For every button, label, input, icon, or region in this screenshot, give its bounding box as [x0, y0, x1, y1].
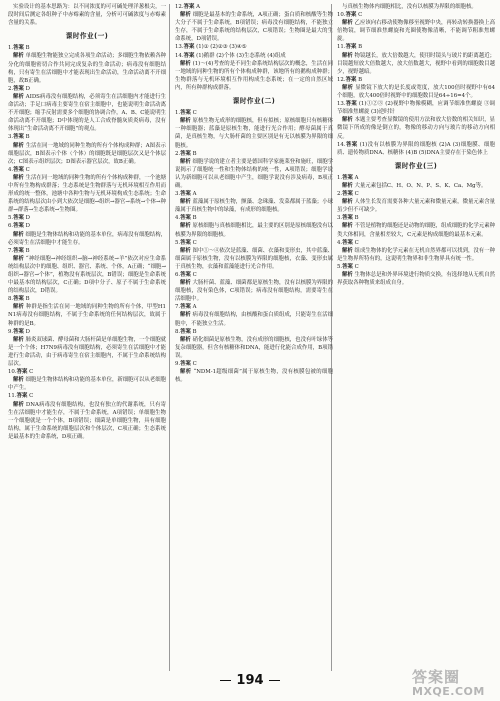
answer-line — [8, 222, 166, 230]
explanation — [8, 52, 166, 84]
answer-text: B — [192, 150, 197, 157]
explanation-label: 解析 — [342, 20, 353, 27]
explanation — [175, 11, 333, 43]
explanation-label: 解析 — [180, 223, 191, 230]
explanation — [8, 231, 166, 247]
answer-line — [175, 360, 333, 368]
explanation-label: 解析 — [13, 401, 25, 408]
explanation-text: 病毒没有细胞结构，由核酸和蛋白质组成，只能寄生在活细胞中，不能独立生活。 — [175, 312, 333, 327]
answer-line — [337, 43, 495, 51]
explanation-label: 解析 — [342, 52, 353, 59]
explanation — [175, 198, 333, 214]
explanation-label: 解析 — [342, 223, 353, 230]
answer-text: C — [354, 263, 359, 270]
answer-label: 答案 — [345, 44, 357, 51]
answer-line — [337, 11, 495, 19]
answer-line — [175, 328, 333, 336]
answer-text: A — [192, 191, 197, 198]
explanation-text: 肺炎双球菌、酵母菌和大肠杆菌是单细胞生物，一个细胞就是一个个体；H7N9病毒没有细胞结构，必须寄生在活细胞中才能进行生命活动，由于病毒寄生在宿主细胞内，不属于生命系统结构层次。 — [8, 336, 166, 368]
answer-text: B — [358, 76, 363, 83]
question-number: 5. — [175, 239, 181, 246]
answer-label: 答案 — [345, 141, 358, 148]
explanation — [337, 182, 495, 190]
answer-text: C — [192, 272, 197, 278]
answer-label: 答案 — [13, 328, 24, 335]
explanation-label: 解析 — [180, 247, 191, 254]
explanation-text: 大肠杆菌、蓝藻、细菌都是原核生物，没有以核膜为界限的细胞核，没有染色体，C项错误；病毒没有细胞结构，需要寄生在活细胞中。 — [175, 280, 333, 303]
page-number-dash-right — [269, 680, 280, 681]
question-number: 14. — [337, 141, 346, 148]
explanation — [8, 336, 166, 368]
page-number-text: 194 — [236, 673, 264, 688]
answer-label: 答案 — [180, 272, 191, 278]
explanation-label: 解析 — [180, 369, 192, 376]
question-number: 13. — [337, 101, 346, 108]
answer-line — [337, 263, 495, 271]
explanation-text: AIDS病毒没有细胞结构，必须寄生在活细胞内才能进行生命活动；手足口病毒主要寄生在宿主细胞中，也能说明生命活动离不开细胞；缩手反射需要多个细胞的协调合作，A、B、C能说明生命活动离不开细胞；D中体现的是人工合成脊髓灰质炎病毒，没有体现出“生命活动离不开细胞”的观点。 — [8, 93, 166, 133]
explanation-text: 原核生物无成形的细胞核，但有拟核；原核细胞只有核糖体一种细胞器；蓝藻是原核生物，能进行光合作用；酵母菌属于真菌，是真核生物，与大肠杆菌的主要区别是有无以核膜为界限的细胞核。 — [175, 118, 333, 149]
explanation-label: 解析 — [180, 158, 191, 165]
answer-line — [175, 239, 333, 247]
explanation-label: 解析 — [13, 142, 24, 149]
question-number: 10. — [337, 12, 346, 19]
answer-text: C — [354, 239, 359, 246]
answer-label: 答案 — [13, 45, 24, 52]
answer-label: 答案 — [13, 85, 24, 92]
explanation — [8, 93, 166, 133]
answer-label: 答案 — [180, 304, 191, 311]
explanation-text: 物镜越长，放大倍数越大，使用时镜头与玻片的距离越近；目镜越短放大倍数越大，放大倍数越大，视野中看到的细胞数目越少，视野越暗。 — [337, 52, 495, 75]
answer-label: 答案 — [180, 215, 191, 222]
answer-line — [175, 190, 333, 198]
explanation-label: 解析 — [13, 174, 24, 181]
explanation — [337, 222, 495, 238]
explanation — [175, 311, 333, 327]
explanation-text: 人体生长发育需要各种大量元素和微量元素，微量元素含量虽少但不可缺少。 — [337, 199, 495, 214]
answer-text: B — [25, 296, 30, 303]
answer-label: 答案 — [342, 174, 353, 181]
question-number: 8. — [175, 328, 181, 335]
answer-label: 答案 — [180, 191, 191, 198]
question-number: 11. — [337, 44, 346, 51]
answer-text: A — [354, 174, 359, 181]
explanation — [8, 142, 166, 166]
question-number: 9. — [175, 361, 181, 368]
answer-line — [337, 239, 495, 247]
question-number: 12. — [337, 76, 346, 83]
explanation-label: 解析 — [180, 280, 191, 287]
explanation-label: 解析 — [13, 304, 25, 311]
answer-label: 答案 — [13, 296, 24, 303]
explanation-text: 生物体总是和外界环境进行物质交换，有选择地从无机自然界获取各种物质来组成自身。 — [337, 272, 495, 287]
explanation-label: 解析 — [342, 272, 353, 278]
answer-label: 答案 — [180, 361, 191, 368]
explanation-label: 解析 — [13, 377, 24, 384]
explanation-text: 细胞是最基本的生命系统，A项正确；蛋白质和核酸等生物大分子不属于生命系统，B项错误；病毒没有细胞结构，不能独立生存，不属于生命系统的结构层次，C项错误；生物圈是最大的生命系统，D项错误。 — [175, 12, 333, 43]
explanation-label: 解析 — [342, 182, 353, 189]
question-number: 2. — [8, 85, 14, 92]
answer-label: 答案 — [180, 110, 191, 117]
answer-text: (1)鹅群 (2)个体 (3)生态系统 (4)组成 — [196, 52, 286, 59]
explanation — [175, 247, 333, 271]
answer-text: D — [25, 328, 30, 335]
answer-text: C — [29, 369, 34, 376]
question-number: 4. — [8, 166, 14, 173]
question-number: 4. — [175, 215, 181, 222]
answer-line — [8, 85, 166, 93]
paragraph: 与真核生物体内细胞相比，没有以核膜为界限的细胞核。 — [342, 4, 477, 10]
answer-label: 答案 — [180, 239, 191, 246]
answer-text: D — [25, 215, 30, 222]
explanation — [337, 271, 495, 287]
answer-text: C — [358, 12, 363, 19]
question-number: 11. — [8, 393, 17, 400]
explanation — [175, 336, 333, 360]
question-number: 1. — [337, 174, 343, 181]
answer-line — [175, 43, 333, 51]
question-number: 7. — [175, 304, 181, 311]
answer-label: 答案 — [342, 215, 353, 222]
explanation-label: 解析 — [180, 336, 191, 343]
answer-line — [8, 368, 166, 376]
answer-label: 答案 — [183, 44, 195, 51]
answer-line — [8, 328, 166, 336]
question-number: 7. — [8, 247, 14, 254]
watermark-bottom: MXQE.COM — [412, 685, 485, 698]
answer-label: 答案 — [342, 263, 353, 270]
answer-line — [8, 166, 166, 174]
explanation — [175, 368, 333, 384]
answer-line — [337, 190, 495, 198]
answer-line — [8, 247, 166, 255]
explanation-label: 解析 — [180, 199, 191, 206]
question-number: 6. — [8, 223, 14, 230]
answer-line — [8, 392, 166, 400]
answer-text: (1)① (2)②③ (3)④⑤ — [196, 44, 247, 51]
explanation-text: 单细胞生物能独立完成各项生命活动；多细胞生物依赖各种分化的细胞密切合作共同完成复杂的生命活动；病毒没有细胞结构，只有寄生在活细胞中才能表现出生命活动，生命活动离不开细胞，故B正确。 — [8, 53, 166, 84]
answer-label: 答案 — [13, 134, 24, 141]
answer-label: 答案 — [180, 328, 191, 335]
explanation-label: 解析 — [342, 117, 353, 124]
explanation-label: 解析 — [13, 336, 24, 343]
answer-text: B — [25, 247, 30, 254]
question-number: 10. — [8, 369, 17, 376]
section-title: 课时作业(三) — [394, 161, 438, 170]
answer-line — [175, 303, 333, 311]
answer-label: 答案 — [342, 239, 353, 246]
explanation-text: (1)～(4)考查的是不同生命系统结构层次的概念，生活在同一地域的同种生物的所有个体构成种群，该地所有的鹅构成种群；生物群落与无机环境相互作用构成生态系统；在一定的自然区域内，所有种群构成群落。 — [175, 60, 333, 91]
question-number: 3. — [337, 215, 343, 222]
explanation-text: 图中①～④依次是蓝藻、细菌、衣藻和变形虫，其中蓝藻、细菌属于原核生物，没有以核膜为界限的细胞核，衣藻、变形虫属于真核生物，衣藻和蓝藻能进行光合作用。 — [175, 247, 333, 270]
explanation-label: 解析 — [342, 247, 353, 254]
question-number: 12. — [175, 4, 184, 10]
explanation — [337, 116, 495, 140]
question-number: 2. — [175, 150, 181, 157]
explanation — [8, 174, 166, 214]
answer-line — [8, 214, 166, 222]
answer-line — [175, 3, 333, 11]
explanation-label: 解析 — [342, 84, 354, 91]
answer-label: 答案 — [16, 393, 28, 400]
section-title: 课时作业(二) — [232, 97, 276, 106]
answer-line — [175, 150, 333, 158]
answer-text: B — [192, 328, 197, 335]
explanation-text: 组成生物体的化学元素在无机自然界都可以找到，没有一种是生物界所特有的，这说明生物界和非生物界具有统一性。 — [337, 247, 495, 262]
explanation — [175, 60, 333, 92]
explanation-text: 显微镜下放大的是长度或宽度，放大100倍时视野中有64个细胞，放大400倍时视野中的细胞数目是64÷16=4个。 — [337, 84, 495, 100]
explanation-text: 硝化细菌是原核生物，没有成形的细胞核，也没有叶绿体等复杂细胞器，但含有核糖体和DNA，能进行化能合成作用，B项错误。 — [175, 336, 333, 359]
column-divider-1 — [169, 4, 170, 671]
answer-label: 答案 — [13, 247, 24, 254]
explanation-text: 细胞是生物体结构和功能的基本单位，新细胞可以从老细胞中产生。 — [8, 377, 166, 392]
column-2 — [175, 3, 333, 384]
page-number-dash-left — [220, 680, 231, 681]
answer-line — [337, 76, 495, 84]
question-number: 9. — [8, 328, 14, 335]
explanation-text: 本题主要考查显微镜的使用方法和放大倍数的相关知识，显微镜下所成的像是倒立的，物像的移动方向与玻片的移动方向相反。 — [337, 117, 495, 140]
explanation-text: 原核细胞与真核细胞相比，最主要的区别是原核细胞没有以核膜为界限的细胞核。 — [175, 223, 333, 238]
explanation — [337, 19, 495, 43]
question-number: 14. — [175, 52, 184, 59]
question-number: 13. — [175, 44, 184, 51]
answer-text: C — [192, 110, 197, 117]
paragraph: 实验设计的基本思路为：以不同浓度的可可碱处理洋葱根尖，一段时间后测定各组种子中赤霉素的含量，分析可可碱浓度与赤霉素含量的关系。 — [8, 4, 166, 27]
answer-label: 答案 — [342, 191, 353, 198]
explanation-text: “神经细胞→神经组织→脑→神经系统→羊”依次对应生命系统结构层次中的细胞、组织、器官、系统、个体，A正确；“细胞→组织→器官→个体”，植物没有系统层次，B错误；细胞是生命系统中最基本的结构层次，C正确；D项中分子、原子不属于生命系统的结构层次，D错误。 — [8, 255, 166, 295]
explanation — [8, 255, 166, 295]
answer-text: B — [25, 45, 30, 52]
answer-text: C — [29, 393, 34, 400]
answer-label: 答案 — [183, 4, 195, 10]
answer-line — [337, 214, 495, 222]
explanation-text: 生活在同一地域的同种生物的所有个体构成种群，一个池塘中所有生物构成群落；生态系统是生物群落与无机环境相互作用而形成的统一整体，池塘中各种生物与无机环境构成生态系统；生命系统的结构层次由小到大依次是细胞→组织→器官→系统→个体→种群→群落→生态系统→生物圈。 — [8, 174, 166, 214]
column-1 — [8, 3, 166, 441]
explanation-label: 解析 — [180, 60, 191, 67]
answer-text: (1)没有以核膜为界限的细胞核 (2)A (3)细胞膜、细胞质、遗传物质DNA、核糖体 (4)B (5)DNA主要存在于染色体上 — [337, 141, 495, 156]
question-number: 5. — [337, 263, 343, 270]
answer-label: 答案 — [13, 223, 24, 230]
watermark-logo — [412, 668, 492, 700]
explanation-label: 解析 — [180, 118, 191, 125]
answer-label: 答案 — [345, 76, 357, 83]
explanation-label: 解析 — [180, 312, 191, 319]
explanation — [337, 52, 495, 76]
explanation-label: 解析 — [13, 255, 25, 262]
explanation-text: 细胞学说的建立者主要是德国科学家施莱登和施旺，细胞学说揭示了细胞统一性和生物体结构的统一性，A项错误；细胞学说认为新细胞可以从老细胞中产生，细胞学说没有涉及病毒，B项正确。 — [175, 158, 333, 189]
column-3 — [337, 3, 495, 287]
explanation-text: DNA病毒没有细胞结构，也没有独立的代谢系统，只有寄生在活细胞中才能生存，不属于生命系统，A项错误；单细胞生物一个细胞就是一个个体，B项错误；细菌是单细胞生物，具有细胞结构，属于生命系统的细胞层次和个体层次，C项正确；生态系统是最基本的生命系统，D项正确。 — [8, 401, 166, 440]
explanation — [175, 279, 333, 303]
explanation-label: 解析 — [13, 93, 24, 100]
answer-label: 答案 — [345, 101, 357, 108]
answer-line — [8, 295, 166, 303]
answer-line — [337, 141, 495, 157]
answer-line — [337, 100, 495, 116]
explanation-text: 乙应该向右移动使物像移至视野中央，再转动转换器换上高倍物镜，调节细准焦螺旋和光圈使物像清晰，不能调节粗准焦螺旋。 — [337, 20, 495, 43]
answer-text: C — [25, 166, 30, 173]
explanation — [8, 303, 166, 327]
answer-line — [337, 174, 495, 182]
question-number: 3. — [175, 191, 181, 198]
explanation — [337, 247, 495, 263]
answer-label: 答案 — [345, 12, 357, 19]
question-number: 3. — [8, 134, 14, 141]
answer-text: C — [354, 191, 359, 198]
explanation-text: 大量元素包括C、H、O、N、P、S、K、Ca、Mg等。 — [354, 182, 487, 189]
answer-line — [8, 133, 166, 141]
answer-text: A — [196, 4, 200, 10]
answer-line — [175, 271, 333, 279]
explanation-label: 解析 — [13, 231, 24, 238]
explanation — [8, 376, 166, 392]
explanation — [175, 117, 333, 149]
explanation — [175, 222, 333, 238]
answer-text: B — [354, 215, 359, 222]
answer-text: B — [25, 134, 30, 141]
answer-label: 答案 — [13, 166, 24, 173]
question-number: 5. — [8, 215, 14, 222]
answer-text: D — [25, 223, 30, 230]
explanation — [337, 198, 495, 214]
answer-line — [175, 109, 333, 117]
question-number: 4. — [337, 239, 343, 246]
explanation-label: 解析 — [13, 53, 24, 60]
explanation-text: 不管是植物的细胞还是动物的细胞，组成细胞的化学元素种类大体相同，含量相差较大，C元素是构成细胞的最基本元素。 — [337, 223, 495, 238]
answer-label: 答案 — [183, 52, 195, 59]
answer-text: (1)①②③ (2)视野中物像模糊，应调节细准焦螺旋 ③调节细准焦螺旋 (3)逆时针 — [337, 101, 496, 116]
explanation — [337, 84, 495, 100]
answer-label: 答案 — [16, 369, 28, 376]
explanation — [175, 158, 333, 190]
answer-text: A — [192, 304, 197, 311]
answer-text: C — [192, 239, 197, 246]
answer-text: C — [192, 361, 197, 368]
explanation-text: 种群是指生活在同一地域的同种生物的所有个体，甲型H1N1病毒没有细胞结构，不属于生命系统的任何结构层次，故属于种群的是B。 — [8, 304, 166, 327]
question-number: 1. — [175, 110, 181, 117]
explanation-text: “NDM-1超级细菌”属于原核生物，没有核膜包被的细胞核。 — [175, 369, 333, 384]
answer-text: B — [358, 44, 363, 51]
answer-text: D — [25, 85, 30, 92]
question-number: 2. — [337, 191, 343, 198]
explanation-label: 解析 — [180, 12, 191, 19]
answer-line — [175, 52, 333, 60]
answer-label: 答案 — [13, 215, 24, 222]
answer-line — [175, 214, 333, 222]
answer-text: B — [192, 215, 197, 222]
question-number: 8. — [8, 296, 14, 303]
watermark-top: 答案圈 — [412, 668, 461, 686]
explanation-label: 解析 — [342, 199, 353, 206]
explanation-text: 细胞是生物体结构和功能的基本单位，病毒没有细胞结构，必须寄生在活细胞中才能生存。 — [8, 231, 166, 246]
answer-line — [8, 44, 166, 52]
question-number: 1. — [8, 45, 14, 52]
explanation-text: 生活在同一地域的同种生物的所有个体构成种群；A图表示细胞层次，B图表示个体（个体）的细胞既是细胞层次又是个体层次；C图表示组织层次；D图表示器官层次，故B正确。 — [8, 142, 166, 165]
explanation — [8, 401, 166, 441]
section-title: 课时作业(一) — [65, 32, 109, 41]
answer-label: 答案 — [180, 150, 191, 157]
explanation-text: 蓝藻属于原核生物，颤藻、念珠藻、发菜都属于蓝藻；小球藻属于真核生物中的绿藻，有成形的细胞核。 — [175, 199, 333, 214]
question-number: 6. — [175, 272, 181, 278]
